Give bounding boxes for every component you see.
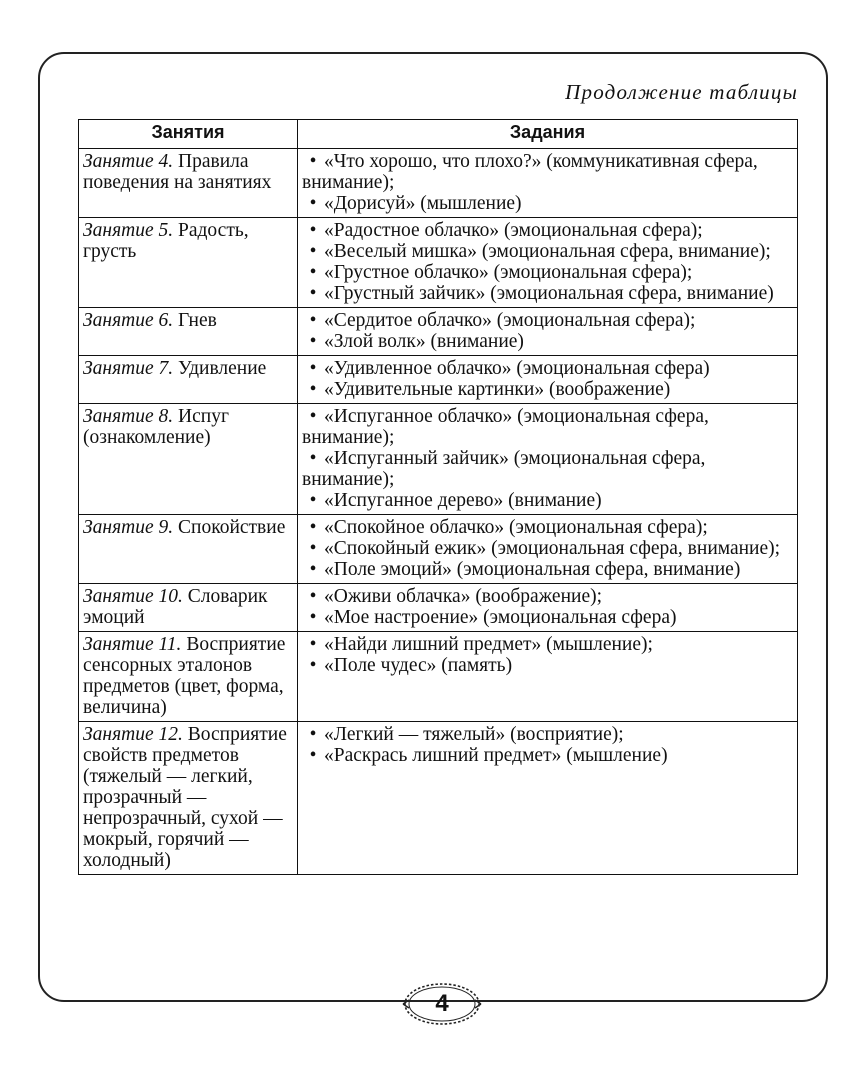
lesson-title: Восприятие свойств предметов (тяжелый — легкий, прозрачный — непрозрачный, сухой — мокрый, горячий — холодный): [83, 724, 287, 871]
bullet-icon: •: [309, 655, 317, 676]
lesson-title: Восприятие сенсорных эталонов предметов (цвет, форма, величина): [83, 634, 286, 718]
tasks-cell: [298, 149, 798, 218]
lesson-number: Занятие 4.: [83, 151, 174, 172]
bullet-icon: •: [309, 538, 317, 559]
lesson-cell: [79, 584, 298, 632]
table-row: [79, 218, 798, 308]
task-text: «Поле чудес» (память): [324, 655, 513, 676]
table-row: [79, 356, 798, 404]
tasks-cell: [298, 515, 798, 584]
lessons-table: [78, 119, 798, 875]
task-list: [302, 310, 793, 352]
task-list: [302, 151, 793, 214]
tasks-cell: [298, 308, 798, 356]
table-row: [79, 308, 798, 356]
task-text: «Веселый мишка» (эмоциональная сфера, внимание);: [324, 241, 771, 262]
task-list: [302, 220, 793, 304]
header-tasks: Задания: [298, 120, 798, 149]
bullet-icon: •: [309, 724, 317, 745]
bullet-icon: •: [309, 517, 317, 538]
task-text: «Радостное облачко» (эмоциональная сфера);: [324, 220, 703, 241]
tasks-cell: [298, 722, 798, 875]
table-row: [79, 632, 798, 722]
list-item: [302, 241, 793, 262]
page-number: 4: [435, 990, 449, 1017]
bullet-icon: •: [309, 406, 317, 427]
table-row: [79, 584, 798, 632]
lesson-cell: [79, 515, 298, 584]
task-text: «Испуганное облачко» (эмоциональная сфера, внимание);: [302, 406, 709, 448]
lesson-cell: [79, 308, 298, 356]
list-item: [302, 262, 793, 283]
task-text: «Дорисуй» (мышление): [324, 193, 522, 214]
continuation-caption: Продолжение таблицы: [565, 80, 798, 104]
list-item: [302, 745, 793, 766]
header-lessons: Занятия: [79, 120, 298, 149]
lesson-cell: [79, 632, 298, 722]
lesson-number: Занятие 5.: [83, 220, 174, 241]
table-body: [79, 149, 798, 875]
lesson-number: Занятие 11.: [83, 634, 182, 655]
task-text: «Найди лишний предмет» (мышление);: [324, 634, 653, 655]
tasks-cell: [298, 632, 798, 722]
task-text: «Оживи облачка» (воображение);: [324, 586, 603, 607]
lesson-title: Удивление: [173, 358, 267, 379]
lesson-number: Занятие 7.: [83, 358, 174, 379]
task-list: [302, 517, 793, 580]
bullet-icon: •: [309, 283, 317, 304]
table-header-row: [79, 120, 798, 149]
list-item: [302, 517, 793, 538]
list-item: [302, 193, 793, 214]
list-item: [302, 559, 793, 580]
list-item: [302, 448, 793, 490]
bullet-icon: •: [309, 241, 317, 262]
list-item: [302, 655, 793, 676]
lesson-title: Испуг (ознакомление): [83, 406, 229, 448]
lesson-title: Радость, грусть: [83, 220, 249, 262]
bullet-icon: •: [309, 586, 317, 607]
list-item: [302, 220, 793, 241]
lesson-number: Занятие 10.: [83, 586, 183, 607]
task-text: «Поле эмоций» (эмоциональная сфера, внимание): [324, 559, 741, 580]
task-text: «Легкий — тяжелый» (восприятие);: [324, 724, 624, 745]
list-item: [302, 634, 793, 655]
bullet-icon: •: [309, 331, 317, 352]
task-text: «Спокойное облачко» (эмоциональная сфера);: [324, 517, 708, 538]
task-list: [302, 634, 793, 676]
lesson-cell: [79, 404, 298, 515]
bullet-icon: •: [309, 559, 317, 580]
list-item: [302, 358, 793, 379]
list-item: [302, 283, 793, 304]
task-text: «Удивительные картинки» (воображение): [324, 379, 671, 400]
bullet-icon: •: [309, 379, 317, 400]
tasks-cell: [298, 584, 798, 632]
page-number-badge: [401, 979, 483, 1029]
lesson-title: Спокойствие: [173, 517, 286, 538]
bullet-icon: •: [309, 448, 317, 469]
task-text: «Грустное облачко» (эмоциональная сфера);: [324, 262, 693, 283]
task-list: [302, 358, 793, 400]
table-row: [79, 404, 798, 515]
task-text: «Испуганное дерево» (внимание): [324, 490, 602, 511]
lesson-title: Правила поведения на занятиях: [83, 151, 272, 193]
bullet-icon: •: [309, 634, 317, 655]
tasks-cell: [298, 218, 798, 308]
table-row: [79, 515, 798, 584]
task-text: «Испуганный зайчик» (эмоциональная сфера, внимание);: [302, 448, 706, 490]
bullet-icon: •: [309, 220, 317, 241]
lesson-cell: [79, 218, 298, 308]
bullet-icon: •: [309, 310, 317, 331]
task-list: [302, 724, 793, 766]
list-item: [302, 538, 793, 559]
list-item: [302, 607, 793, 628]
table-row: [79, 149, 798, 218]
lesson-cell: [79, 722, 298, 875]
task-text: «Удивленное облачко» (эмоциональная сфера): [324, 358, 710, 379]
list-item: [302, 586, 793, 607]
list-item: [302, 724, 793, 745]
lesson-title: Словарик эмоций: [83, 586, 268, 628]
bullet-icon: •: [309, 151, 317, 172]
task-text: «Раскрась лишний предмет» (мышление): [324, 745, 668, 766]
lesson-number: Занятие 12.: [83, 724, 183, 745]
task-list: [302, 586, 793, 628]
task-text: «Сердитое облачко» (эмоциональная сфера);: [324, 310, 696, 331]
bullet-icon: •: [309, 607, 317, 628]
bullet-icon: •: [309, 358, 317, 379]
tasks-cell: [298, 404, 798, 515]
list-item: [302, 331, 793, 352]
table-row: [79, 722, 798, 875]
list-item: [302, 379, 793, 400]
lesson-number: Занятие 9.: [83, 517, 174, 538]
task-text: «Мое настроение» (эмоциональная сфера): [324, 607, 677, 628]
task-text: «Спокойный ежик» (эмоциональная сфера, внимание);: [324, 538, 781, 559]
list-item: [302, 151, 793, 193]
lesson-number: Занятие 8.: [83, 406, 174, 427]
lesson-number: Занятие 6.: [83, 310, 174, 331]
lesson-cell: [79, 356, 298, 404]
task-list: [302, 406, 793, 511]
task-text: «Что хорошо, что плохо?» (коммуникативная сфера, внимание);: [302, 151, 758, 193]
task-text: «Грустный зайчик» (эмоциональная сфера, внимание): [324, 283, 774, 304]
lesson-title: Гнев: [173, 310, 217, 331]
bullet-icon: •: [309, 490, 317, 511]
list-item: [302, 406, 793, 448]
bullet-icon: •: [309, 262, 317, 283]
lesson-cell: [79, 149, 298, 218]
bullet-icon: •: [309, 193, 317, 214]
tasks-cell: [298, 356, 798, 404]
task-text: «Злой волк» (внимание): [324, 331, 524, 352]
list-item: [302, 490, 793, 511]
bullet-icon: •: [309, 745, 317, 766]
list-item: [302, 310, 793, 331]
